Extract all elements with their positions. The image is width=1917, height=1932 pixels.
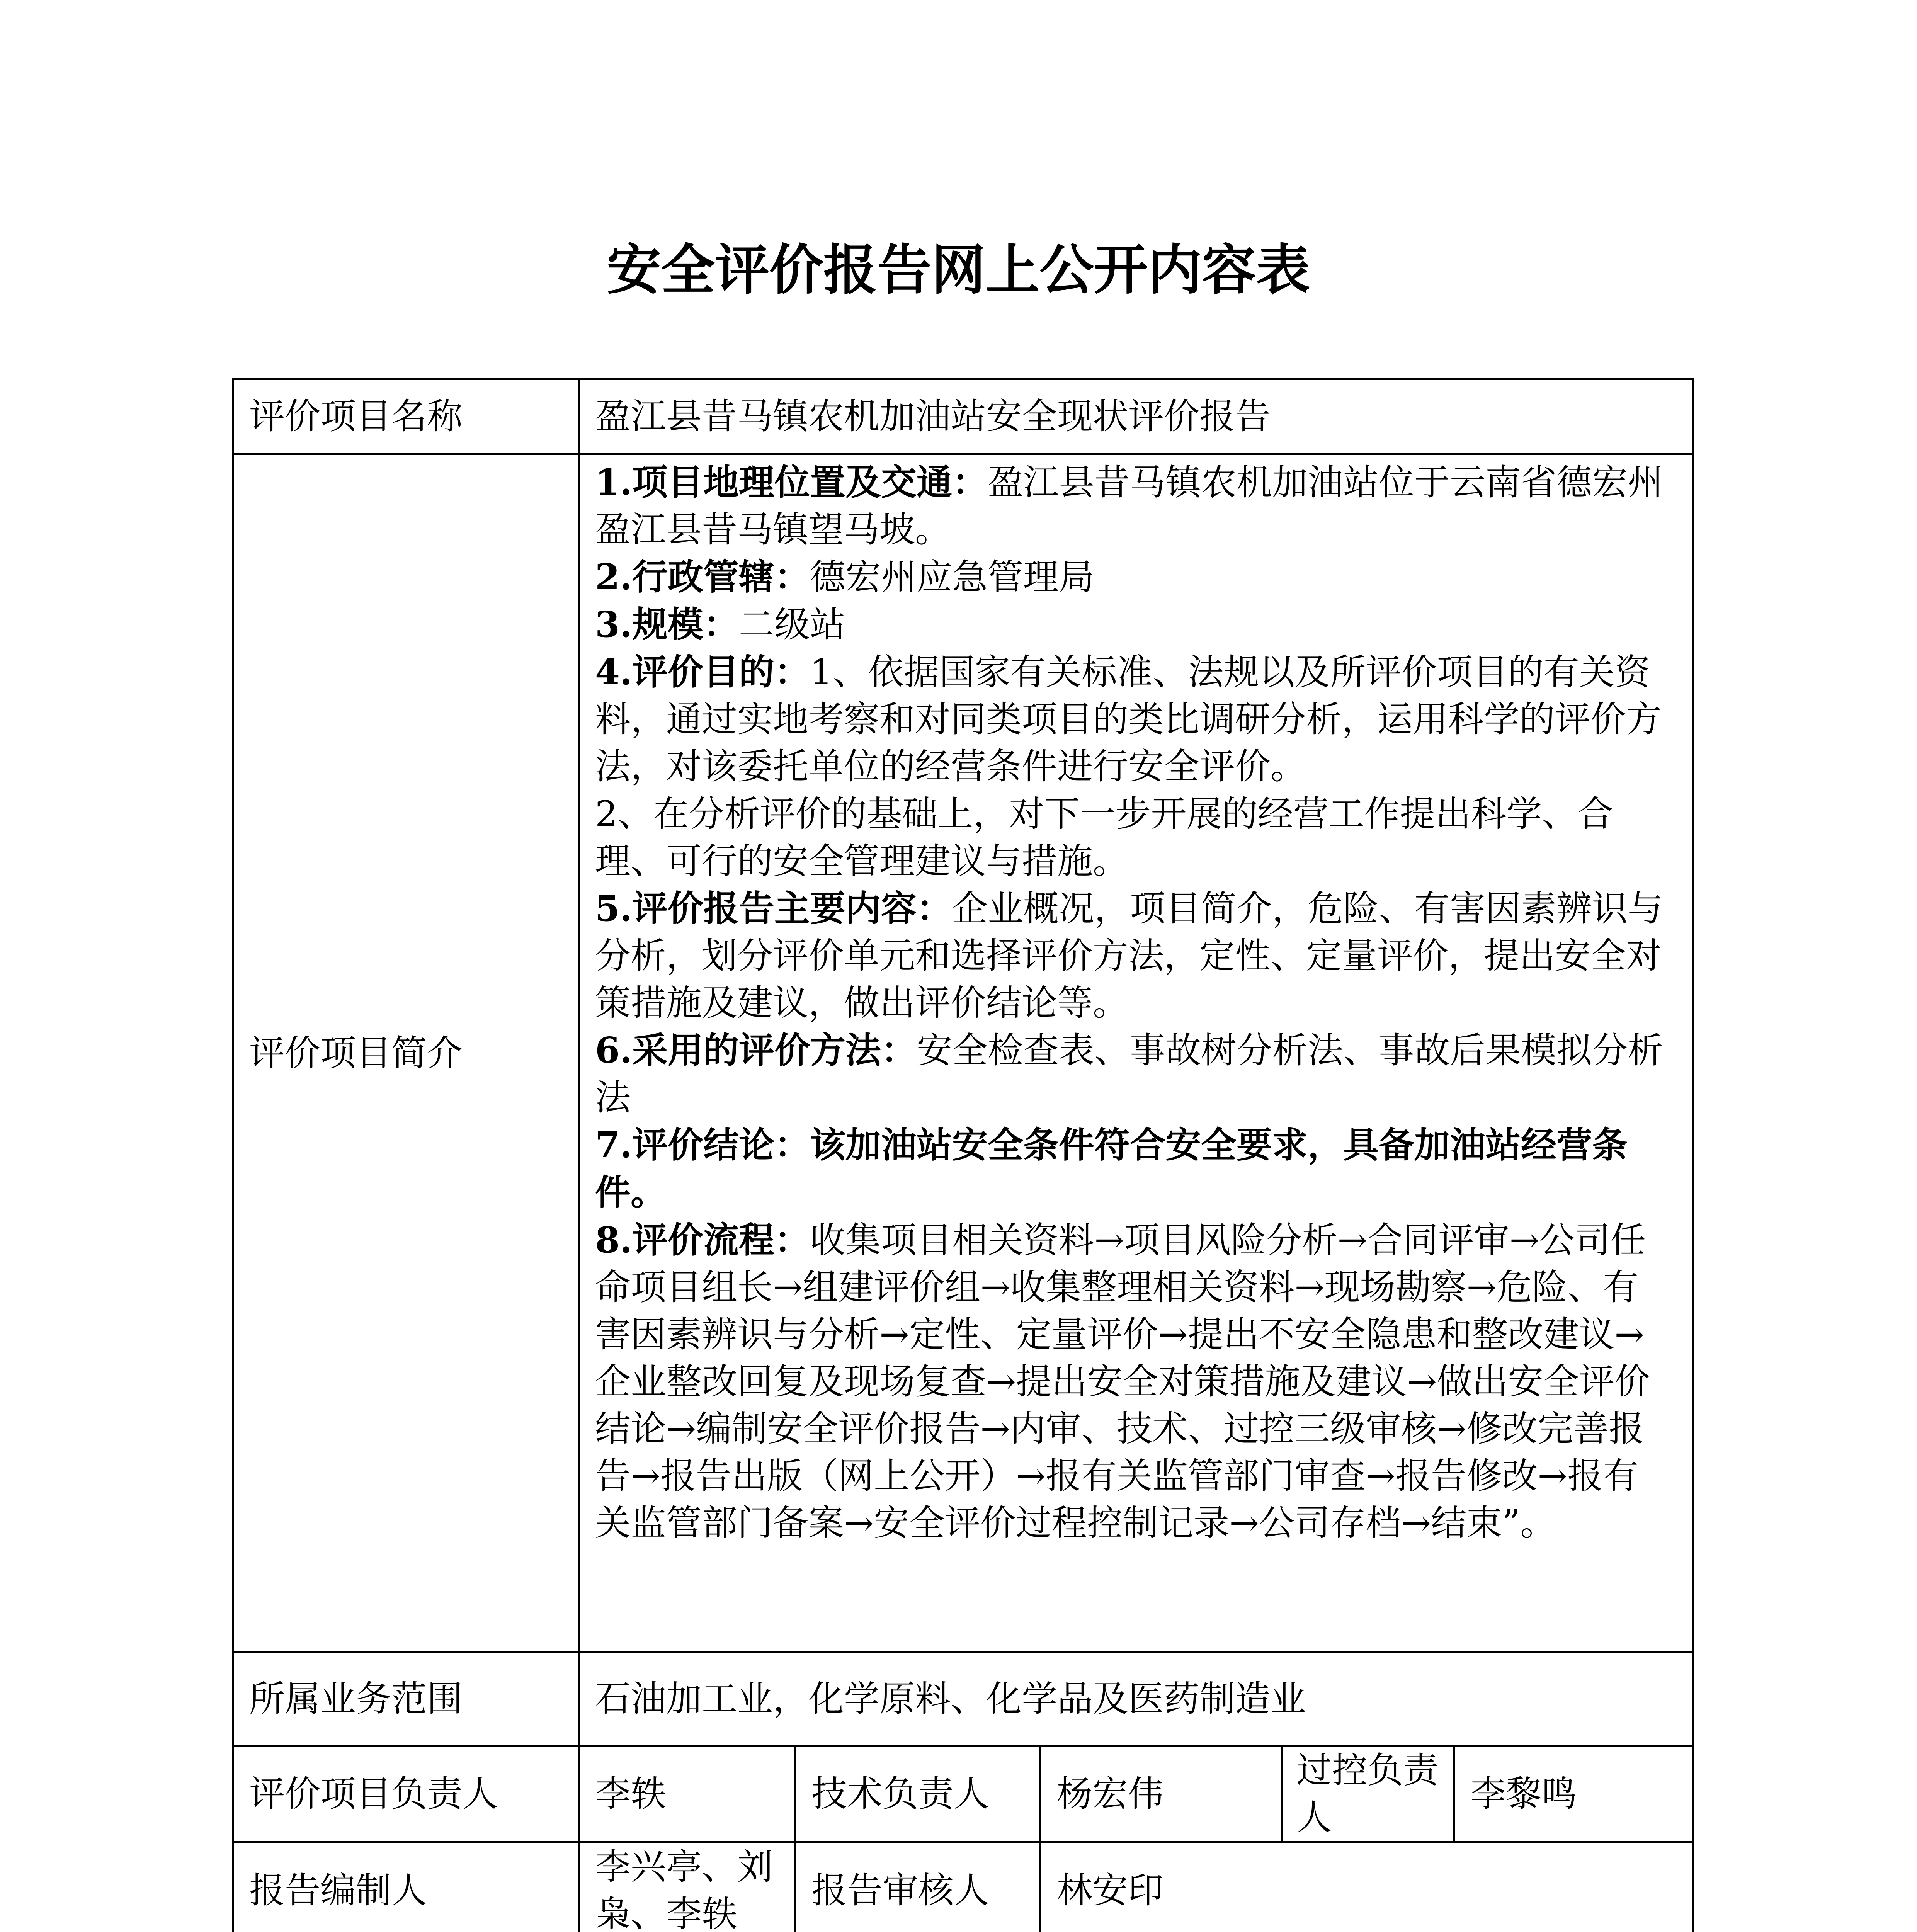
review-value: 林安印: [1057, 1869, 1164, 1911]
intro-content: [595, 459, 1673, 1547]
intro-heading: 6.采用的评价方法：: [595, 1029, 917, 1071]
intro-item-conclusion: [595, 1121, 1673, 1216]
intro-heading: 4.评价目的：: [595, 651, 810, 693]
control-leader-label: 过控负责人: [1296, 1749, 1439, 1838]
intro-heading: 7.评价结论：: [595, 1124, 810, 1166]
scope-label: 所属业务范围: [249, 1678, 463, 1719]
control-leader-value: 李黎鸣: [1470, 1773, 1577, 1815]
intro-item-methods: [595, 1027, 1673, 1121]
intro-text: 收集项目相关资料→项目风险分析→合同评审→公司任命项目组长→组建评价组→收集整理相关资料→现场勘察→危险、有害因素辨识与分析→定性、定量评价→提出不安全隐患和整改建议→企业整改回复及现场复查→提出安全对策措施及建议→做出安全评价结论→编制安全评价报告→内审、技术、过控三级审核→修改完善报告→报告出版（网上公开）→报有关监管部门审查→报告修改→报有关监管部门备案→安全评价过程控制记录→公司存档→结束”。: [595, 1219, 1650, 1544]
intro-heading: 2.行政管辖：: [595, 556, 810, 598]
intro-item-process: [595, 1216, 1673, 1547]
review-label: 报告审核人: [811, 1869, 990, 1911]
intro-item-scale: [595, 601, 1673, 648]
intro-item-location: [595, 459, 1673, 553]
intro-item-jurisdiction: [595, 553, 1673, 601]
tech-leader-label: 技术负责人: [811, 1773, 990, 1815]
intro-heading: 5.评价报告主要内容：: [595, 888, 953, 929]
intro-label: 评价项目简介: [249, 1032, 463, 1074]
scope-value: 石油加工业，化学原料、化学品及医药制造业: [595, 1678, 1306, 1719]
intro-item-contents: [595, 885, 1673, 1027]
intro-text: 企业概况，项目简介，危险、有害因素辨识与分析，划分评价单元和选择评价方法，定性、定量评价，提出安全对策措施及建议，做出评价结论等。: [595, 888, 1664, 1024]
intro-item-purpose-2: [595, 790, 1673, 885]
intro-text: 1、依据国家有关标准、法规以及所评价项目的有关资料，通过实地考察和对同类项目的类比调研分析，运用科学的评价方法，对该委托单位的经营条件进行安全评价。: [595, 651, 1662, 787]
compile-label: 报告编制人: [249, 1869, 427, 1911]
leader-label: 评价项目负责人: [249, 1773, 498, 1815]
intro-text: 德宏州应急管理局: [810, 556, 1095, 598]
leader-value: 李轶: [595, 1773, 667, 1815]
tech-leader-value: 杨宏伟: [1057, 1773, 1164, 1815]
compile-value: 李兴亭、刘枭、李轶: [595, 1846, 773, 1932]
intro-heading: 1.项目地理位置及交通：: [595, 461, 988, 503]
intro-text: 2、在分析评价的基础上，对下一步开展的经营工作提出科学、合理、可行的安全管理建议与措施。: [595, 793, 1613, 882]
project-name-value: 盈江县昔马镇农机加油站安全现状评价报告: [595, 396, 1271, 437]
project-name-label: 评价项目名称: [249, 396, 463, 437]
intro-text: 盈江县昔马镇农机加油站位于云南省德宏州盈江县昔马镇望马坡。: [595, 462, 1664, 550]
intro-heading: 3.规模：: [595, 604, 739, 645]
intro-item-purpose: [595, 648, 1673, 790]
intro-text: 该加油站安全条件符合安全要求，具备加油站经营条件。: [595, 1124, 1628, 1213]
intro-heading: 8.评价流程：: [595, 1219, 810, 1261]
intro-text: 安全检查表、事故树分析法、事故后果模拟分析法: [595, 1030, 1664, 1118]
intro-text: 二级站: [739, 604, 846, 645]
page-title: 安全评价报告网上公开内容表: [607, 239, 1310, 302]
